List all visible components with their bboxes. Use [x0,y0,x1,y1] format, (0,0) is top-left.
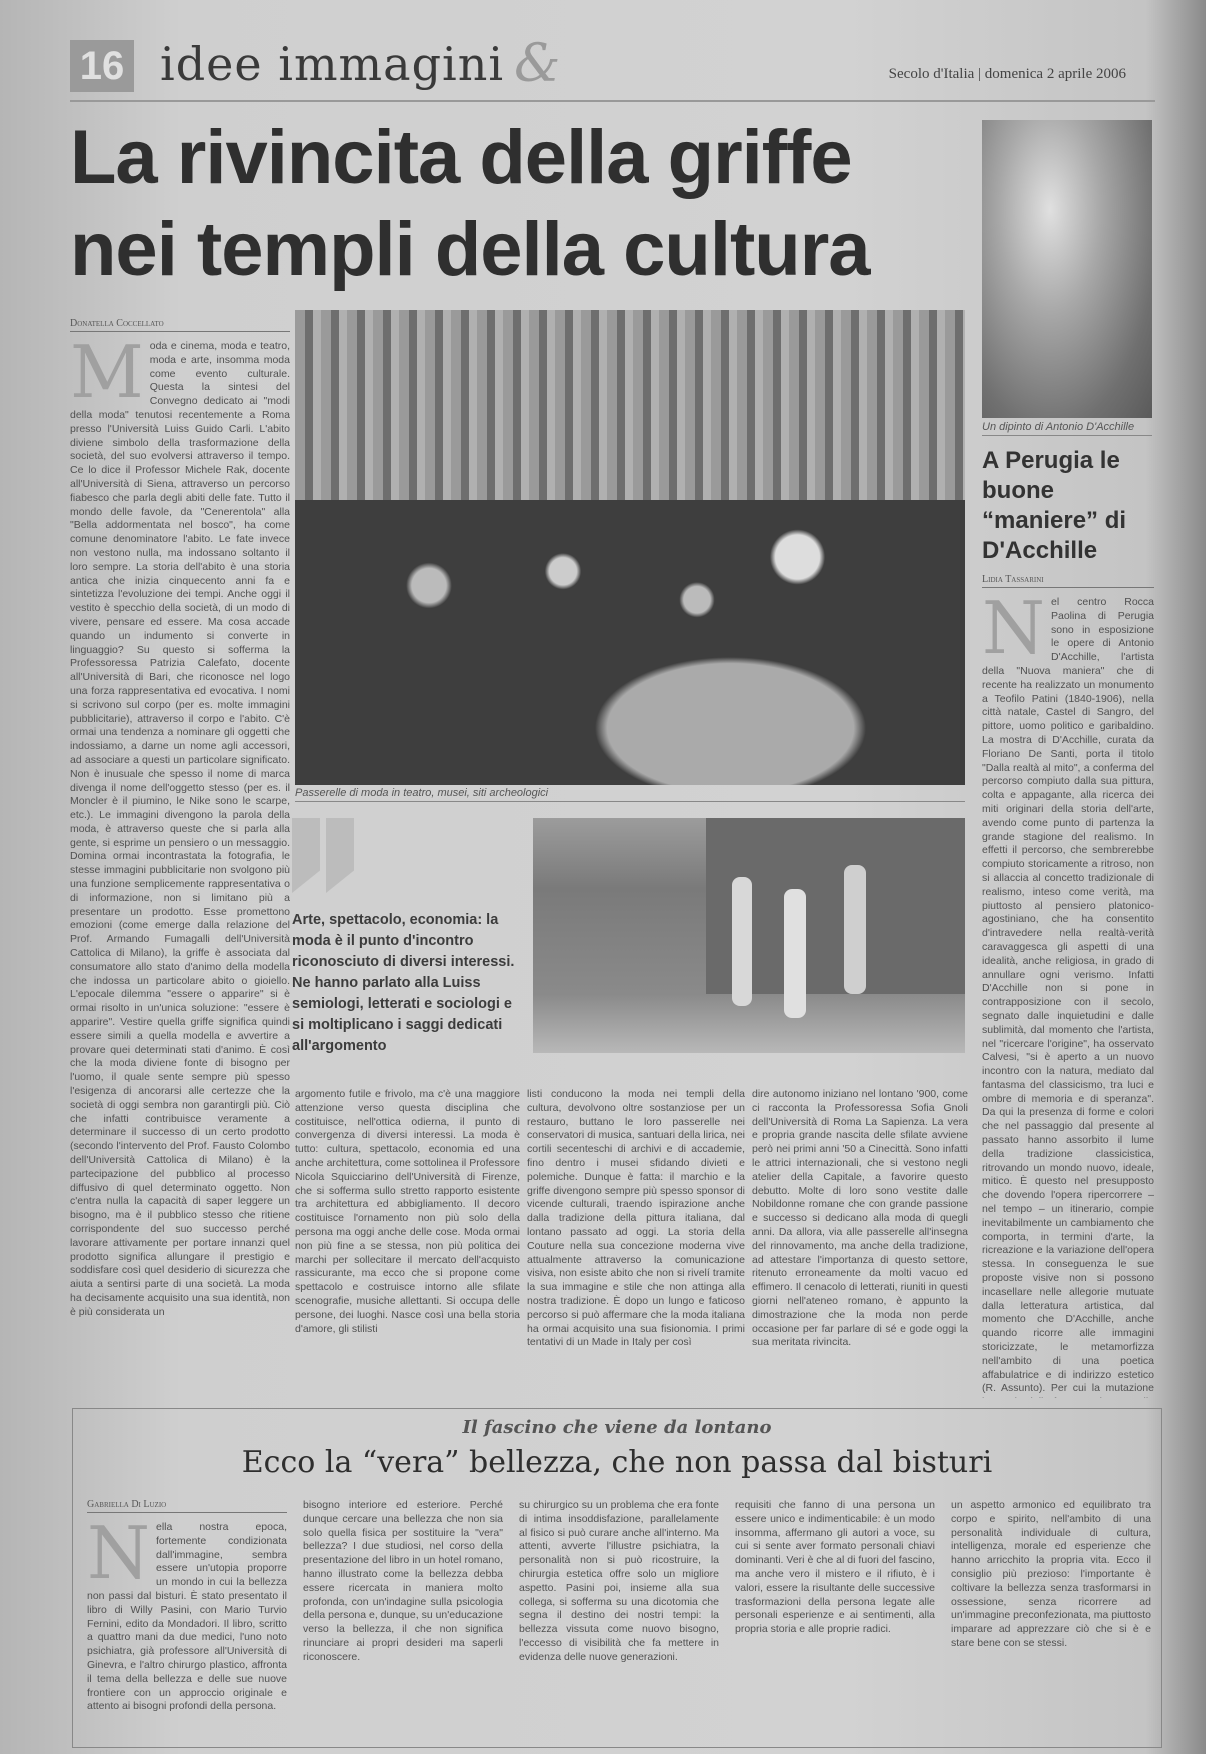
main-byline-wrap [70,318,290,332]
bottom-column-2: bisogno interiore ed esteriore. Perché dunque cercare una bellezza che non sia solo quella fisica per sostituire la "vera" bellezza? I due studiosi, nel corso della presentazione del libro in un hotel romano, hanno illustrato come la bellezza debba essere ricercata in maniera molto profonda, con un'indagine sulla psicologia della persona e, dunque, su un'educazione verso la bellezza, il che non significa rinunciare ai propri desideri ma saperli riconoscere. [303,1499,503,1663]
article-column-2: argomento futile e frivolo, ma c'è una maggiore attenzione verso questa disciplina che costituisce, nell'ottica odierna, il punto di convergenza di diversi interessi. La moda è tutto: cultura, spettacolo, economia ed una anche architettura, come sottolinea il Professore Nicola Squicciarino dell'Università di Firenze, che si sofferma sullo stretto rapporto esistente tra architettura ed abbigliamento. Il decoro costituisce l'ornamento non più solo della persona ma oggi anche delle cose. Moda ormai non più fine a se stessa, non più politica dei marchi per sollecitare il mercato dell'acquisto rassicurante, ma ecco che si propone come spettacolo e costruisce intorno alle sfilate scenografie, musiche allettanti. Si occupa delle persone, dei luoghi. Nasce così una bella storia d'amore, gli stilisti [295,1088,520,1335]
drop-cap: N [87,1521,150,1595]
section-header [160,34,560,94]
pull-quote [292,818,524,1068]
bottom-byline-wrap [87,1499,287,1513]
quote-mark-icon [326,818,354,893]
main-headline: La rivincita della griffe nei templi della cultura [70,115,870,292]
column-text: oda e cinema, moda e teatro, moda e arte, insomma moda come evento culturale. Questa la sintesi del Convegno dedicato ai "modi della moda" tenutosi recentemente a Roma presso l'Università Luiss Guido Carli. L'abito diviene simbolo della trasformazione della società, del suo evolversi attraverso il tempo. Ce lo dice il Professor Michele Rak, docente all'Università di Siena, attraverso un percorso fiabesco che parla degli abiti delle fate. Tutto il mondo delle favole, da "Cenerentola" alla "Bella addormentata nel bosco", ha come comune denominatore l'abito. Le fate invece non vestono nulla, ma indossano soltanto il loro sempre. La storia dell'abito è una storia antica che inizia cinquecento anni fa e sintetizza l'evoluzione dei tempi. Anche oggi il vestito è specchio della società, di un modo di vivere, pensare ed essere. Ma cosa accade quando un indumento si converte in linguaggio? Su questo si sofferma la Professoressa Patrizia Calefato, docente all'Università di Bari, che riconosce nel logo una forza rappresentativa ed evocativa. I nomi si scrivono sul corpo (per es. molte immagini pubblicitarie), attraverso il corpo e l'abito. C'è ormai una tendenza a nominare gli oggetti che indossiamo, a darne un nome agli accessori, ad associare a questi un particolare significato. Non è inusuale che spesso il nome di marca divenga il nome dell'oggetto stesso (per es. il Moncler è il piumino, le Nike sono le scarpe, etc.). Le immagini divengono la parola della moda, è attraverso queste che si parla alla gente, si esprime un pensiero o un messaggio. Domina ormai incontrastata la fotografia, le stesse immagini pubblicitarie non svolgono più una funzione semplicemente rappresentativa o di informazione, non si limitano più a presentare un prodotto. Esse promettono emozioni (come emerge dalla relazione del Prof. Armando Fumagalli dell'Università Cattolica di Milano), la griffe è associata dal consumatore allo stato d'animo della modella che indossa un particolare abito o gioiello. L'epocale dilemma "essere o apparire" si è ormai risolto in un'unica soluzione: "essere è apparire". Vestire quella griffe significa quindi essere simili a quella modella e avvertire a provare quei determinati stati d'animo. È così che la moda diviene fonte di bisogno per l'uomo, il quale sente sempre più spesso l'esigenza di ancorarsi alle certezze che la società di oggi sembra non garantirgli più. Ciò che infatti contribuisce veramente a determinare il successo di un certo prodotto (secondo l'intervento del Prof. Fausto Colombo dell'Università Cattolica di Milano) è la partecipazione del pubblico al processo diffusivo di quel determinato oggetto. Non c'entra nulla la capacità di saper leggere un bisogno, ma è il pubblico stesso che ritiene corrispondente del suo successo perché lavorare attivamente per portare innanzi quel prodotto significa allungare il prestigio e soddisfare così quel desiderio di sicurezza che aiuta a sentirsi parte di una società. La moda ha decisamente acquisito una sua identità, non è più considerata un [70,340,290,1318]
model-figure [784,889,806,1018]
model-figure [844,865,866,994]
photo-caption: Passerelle di moda in teatro, musei, siti archeologici [295,787,965,802]
header-rule [70,100,1155,102]
bottom-column-3: su chirurgico su un problema che era fonte di intima insoddisfazione, parallelamente al fisico si può curare anche all'interno. Ma attenti, avverte l'illustre psichiatra, la personalità non si può ricostruire, la chirurgia estetica offre solo un migliore aspetto. Pasini poi, insieme alla sua collega, si sofferma su una dicotomia che segna il destino dei nostri tempi: la bellezza vissuta come nuovo bisogno, l'eccesso di visibilità che fa mettere in evidenza delle nuove generazioni. [519,1499,719,1663]
fashion-show-photo [295,310,965,785]
article-column-4: dire autonomo iniziano nel lontano '900, come ci racconta la Professoressa Sofia Gnoli dell'Università di Roma La Sapienza. La vera e propria grande nascita delle sfilate avviene però nei primi anni '50 a Cinecittà. Sono infatti le attrici internazionali, che si vestono negli atelier della Capitale, a favorire questo debutto. Molte di loro sono vestite dalle Nobildonne romane che con grande passione e successo si dedicano alla moda di quegli anni. Da allora, via alle passerelle all'insegna del rinnovamento, ma anche della tradizione, ad attestare l'importanza di questo settore, ritenuto erroneamente da molti vacuo ed effimero. Il cenacolo di letterati, riuniti in questi giorni nell'ateneo romano, è appunto la dimostrazione che la moda non perde occasione per far parlare di sé e gode oggi la sua meritata rivincita. [752,1088,968,1349]
article-column-3: listi conducono la moda nei templi della cultura, devolvono oltre sostanziose per un restauro, buttano le loro passerelle nei conservatori di musica, santuari della lirica, nei cortili secenteschi di archivi e di accademie, fino dentro i musei sfidando divieti e polemiche. Dunque è fatta: il marchio e la griffe divengono sempre più spesso sponsor di vicende culturali, traendo ispirazione anche dalla tradizione della pittura italiana, dal lontano passato ad oggi. La storia della Couture nella sua concezione moderna vive attualmente attraverso la comunicazione visiva, non esiste abito che non si rivelí tramite la sua immagine e stile che non attinga alla nostra tradizione. È dopo un lungo e faticoso percorso si può affermare che la moda italiana ha ormai acquisito una sua fisionomia. I primi tentativi di un Made in Italy per così [527,1088,745,1349]
quote-mark-icon [292,818,320,893]
main-byline: Donatella Coccellato [70,318,290,332]
column-text: ella nostra epoca, fortemente condizionata dall'immagine, sembra essere un'utopia proporre un mondo in cui la bellezza non passi dal bisturi. È stato presentato il libro di Willy Pasini, con Mario Turvio Fernini, edito da Mondadori. Il libro, scritto a quattro mani da due medici, l'uno noto psichiatra, già professore all'Università di Ginevra, e l'altro chirurgo plastico, affronta il tema della bellezza e delle sue nuove frontiere con un approccio originale e attento ai bisogni profondi della persona. [87,1521,287,1713]
section-ampersand-logo: & [514,34,561,94]
model-figure [732,877,752,1006]
bottom-headline: Ecco la “vera” bellezza, che non passa dal bisturi [241,1445,993,1480]
theatre-columns [295,310,965,524]
side-article [982,446,1154,1398]
painting-photo [982,120,1152,418]
drop-cap: M [70,340,144,414]
audience [295,500,965,785]
bottom-article-box [72,1408,1162,1748]
bottom-byline: Gabriella Di Luzio [87,1499,287,1513]
bottom-column-5: un aspetto armonico ed equilibrato tra corpo e spirito, nell'ambito di una personalità individuale di cultura, intelligenza, morale ed esperienze che hanno arricchito la propria vita. Ecco il consiglio più prezioso: l'importante è coltivare la bellezza senza trasformarsi in ossessione, senza ricorrere ad un'immagine preconfezionata, ma piuttosto imparare ad apprezzare ciò che si è e stare bene con se stessi. [951,1499,1151,1649]
bottom-kicker: Il fascino che viene da lontano [462,1417,772,1438]
side-byline: Lidia Tassarini [982,574,1154,588]
newspaper-name: Secolo d'Italia [888,66,975,82]
painting-caption: Un dipinto di Antonio D'Acchille [982,421,1152,436]
runway-photo [533,818,965,1053]
section-title: idee immagini [160,37,505,91]
drop-cap: N [982,596,1045,670]
side-article-body [982,596,1154,1398]
bottom-column-1 [87,1521,287,1743]
masthead: Secolo d'Italia | domenica 2 aprile 2006 [888,66,1126,82]
pull-quote-text: Arte, spettacolo, economia: la moda è il punto d'incontro riconosciuto di diversi interessi. Ne hanno parlato alla Luiss semiologi, letterati e sociologi e si moltiplicano i saggi dedicati all'argomento [292,912,515,1054]
column-text: el centro Rocca Paolina di Perugia sono in esposizione le opere di Antonio D'Acchille, l'artista della "Nuova maniera" che di recente ha realizzato un monumento a Teofilo Patini (1840-1906), nella città natale, Castel di Sangro, del pittore, uomo politico e garibaldino. La mostra di D'Acchille, curata da Floriano De Santi, porta il titolo "Dalla realtà al mito", a conferma del percorso compiuto dalla sua pittura, colta e appagante, alla ricerca dei miti originari della storia dell'arte, avendo come punto di partenza la grande stagione del realismo. In effetti il percorso, che sembrerebbe compiuto storicamente a ritroso, non si allaccia al concetto tradizionale di realismo, inteso come verità, ma piuttosto al pensiero platonico-agostiniano, che ha consentito d'intravedere nella realtà-verità caravaggesca gli aspetti di una idealità, anche religiosa, in grado di annullare ogni verismo. Infatti D'Acchille non si pone in contrapposizione con il secolo, segnato dalle inquietudini e dalle sublimità, dal momento che l'artista, nel "ricercare l'origine", ha osservato Calvesi, "si è aperto a un nuovo incontro con la natura, mediato dal fantasma del classicismo, tra luci e ombre di memoria e di speranza". Da qui la presenza di forme e colori che nel passaggio dal presente al passato hanno assorbito il lume della tradizione classicistica, ritrovando un mondo nuovo, ideale, mitico. È questo nel presupposto che dovendo l'opera ripercorrere – nel tempo – un itinerario, compie inevitabilmente un cambiamento che comporta, in termini d'arte, la ricreazione e la variazione dell'opera stessa. In conseguenza le sue proposte visive non si possono incasellare nelle allegorie mutuate dalla letteratura artistica, dal momento che D'Acchille, anche quando ricorre alle immagini storicizzate, le metamorfizza nell'ambito di una poetica affabulatrice e di indirizzo estetico (R. Assunto). Per cui la mutazione [982,596,1154,1395]
page-number: 16 [70,40,134,92]
article-column-1 [70,340,290,1398]
side-headline: A Perugia le buone “maniere” di D'Acchille [982,447,1127,564]
bottom-column-4: requisiti che fanno di una persona un essere unico e indimenticabile: è un modo insomma, affermano gli autori a voce, su cui si sente aver formato personali chiavi dominanti. Veri è che al di fuori del fascino, ma anche vero il mistero e il rifiuto, è i valori, essere la risultante delle successive trasformazioni della persona legate alle personali esperienze e ai sentimenti, alla propria storia e alle proprie radici. [735,1499,935,1636]
issue-date: domenica 2 aprile 2006 [984,66,1126,82]
